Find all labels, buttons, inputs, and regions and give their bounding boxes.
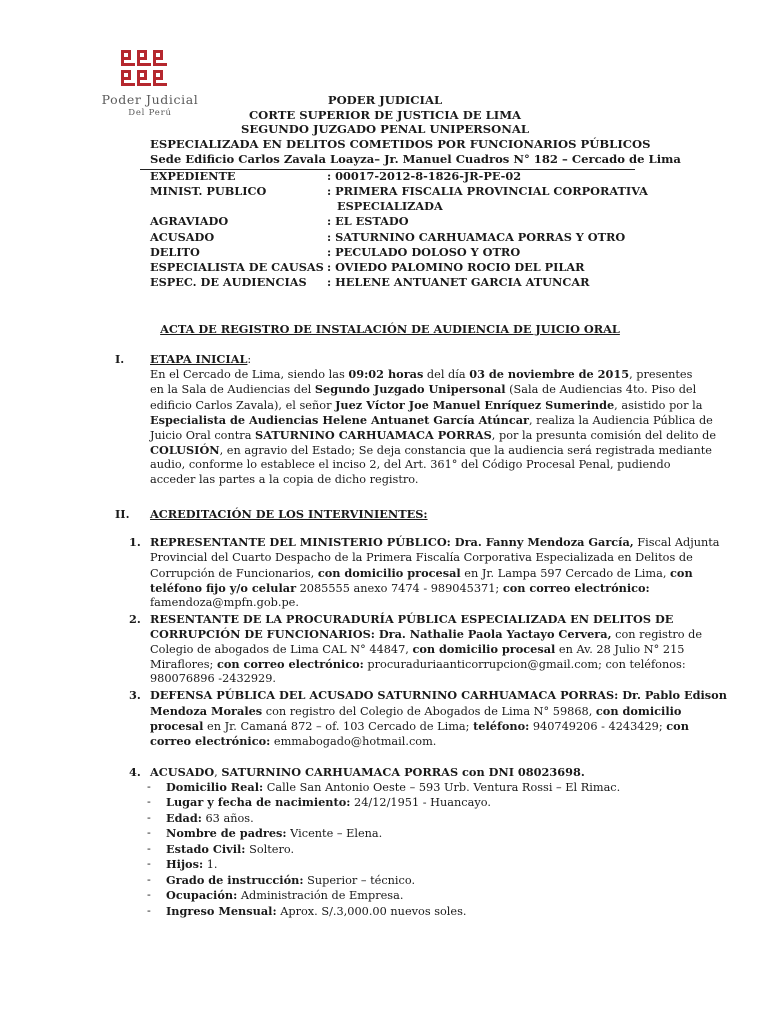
detail-dash: - [147, 842, 151, 855]
detail-dash: - [147, 826, 151, 839]
detail-nacimiento: Lugar y fecha de nacimiento: 24/12/1951 - Huancayo. [166, 795, 491, 809]
item-2-line-1: RESENTANTE DE LA PROCURADURÍA PÚBLICA ESPECIALIZADA EN DELITOS DE [150, 612, 674, 626]
case-value-expediente: : 00017-2012-8-1826-JR-PE-02 [327, 169, 522, 183]
section-1-line-6: COLUSIÓN, en agravio del Estado; Se deja constancia que la audiencia será registrada mediante [150, 443, 712, 457]
item-3-line-1: DEFENSA PÚBLICA DEL ACUSADO SATURNINO CARHUAMACA PORRAS: Dr. Pablo Edison [150, 688, 727, 702]
item-2-line-4: Miraflores; con correo electrónico: procuraduriaanticorrupcion@gmail.com; con teléfonos: [150, 657, 686, 671]
case-label-ministerio: MINIST. PUBLICO [150, 184, 267, 198]
item-2-line-3: Colegio de abogados de Lima CAL N° 44847, con domicilio procesal en Av. 28 Julio N° 215 [150, 642, 685, 656]
case-value-acusado: : SATURNINO CARHUAMACA PORRAS Y OTRO [327, 230, 626, 244]
detail-dash: - [147, 873, 151, 886]
item-1-line-4: teléfono fijo y/o celular 2085555 anexo 7474 - 989045371; con correo electrónico: [150, 581, 650, 595]
section-1-line-8: acceder las partes a la copia de dicho registro. [150, 473, 419, 486]
item-1-line-1: REPRESENTANTE DEL MINISTERIO PÚBLICO: Dra. Fanny Mendoza García, Fiscal Adjunta [150, 535, 720, 549]
item-1-line-2: Provincial del Cuarto Despacho de la Primera Fiscalía Corporativa Especializada en Delitos de [150, 551, 693, 564]
header-line-3: SEGUNDO JUZGADO PENAL UNIPERSONAL [240, 122, 530, 136]
case-value-delito: : PECULADO DOLOSO Y OTRO [327, 245, 521, 259]
header-line-2: CORTE SUPERIOR DE JUSTICIA DE LIMA [248, 108, 522, 122]
item-2-phones: 980076896 -2432929. [150, 672, 276, 685]
detail-ingreso: Ingreso Mensual: Aprox. S/.3,000.00 nuevos soles. [166, 904, 467, 918]
detail-padres: Nombre de padres: Vicente – Elena. [166, 826, 383, 840]
header-address: Sede Edificio Carlos Zavala Loayza– Jr. Manuel Cuadros N° 182 – Cercado de Lima [150, 152, 681, 166]
detail-edad: Edad: 63 años. [166, 811, 254, 825]
item-1-email: famendoza@mpfn.gob.pe. [150, 596, 299, 609]
detail-hijos: Hijos: 1. [166, 857, 218, 871]
detail-dash: - [147, 857, 151, 870]
item-4-number: 4. [129, 765, 141, 779]
detail-estado-civil: Estado Civil: Soltero. [166, 842, 295, 856]
case-label-especialista: ESPECIALISTA DE CAUSAS [150, 260, 324, 274]
detail-ocupacion: Ocupación: Administración de Empresa. [166, 888, 404, 902]
item-3-line-4: correo electrónico: emmabogado@hotmail.com. [150, 734, 437, 748]
case-label-acusado: ACUSADO [150, 230, 215, 244]
section-2-number: II. [115, 507, 130, 521]
detail-dash: - [147, 811, 151, 824]
case-value-audiencias: : HELENE ANTUANET GARCIA ATUNCAR [327, 275, 590, 289]
detail-dash: - [147, 904, 151, 917]
section-1-line-7: audio, conforme lo establece el inciso 2, del Art. 361° del Código Procesal Penal, pudiendo [150, 458, 671, 471]
section-1-line-3: edificio Carlos Zavala), el señor Juez Víctor Joe Manuel Enríquez Sumerinde, asistido por la [150, 398, 703, 412]
detail-dash: - [147, 795, 151, 808]
item-3-line-2: Mendoza Morales con registro del Colegio de Abogados de Lima N° 59868, con domicilio [150, 704, 682, 718]
detail-dash: - [147, 780, 151, 793]
item-2-line-2: CORRUPCIÓN DE FUNCIONARIOS: Dra. Nathalie Paola Yactayo Cervera, con registro de [150, 627, 703, 641]
item-2-number: 2. [129, 612, 141, 626]
case-value-ministerio: : PRIMERA FISCALIA PROVINCIAL CORPORATIVA [327, 184, 648, 198]
item-4-heading: ACUSADO, SATURNINO CARHUAMACA PORRAS con DNI 08023698. [150, 765, 585, 779]
section-1-line-4: Especialista de Audiencias Helene Antuanet García Atúncar, realiza la Audiencia Pública de [150, 413, 713, 427]
section-1-line-1: En el Cercado de Lima, siendo las 09:02 horas del día 03 de noviembre de 2015, presentes [150, 367, 693, 381]
poder-judicial-emblem-icon [121, 50, 179, 88]
item-3-line-3: procesal en Jr. Camaná 872 – of. 103 Cercado de Lima; teléfono: 940749206 - 4243429; con [150, 719, 689, 733]
detail-instruccion: Grado de instrucción: Superior – técnico. [166, 873, 416, 887]
logo-subtitle: Del Perú [128, 108, 172, 118]
section-1-heading: ETAPA INICIAL: [150, 352, 252, 366]
item-1-number: 1. [129, 535, 141, 549]
case-label-audiencias: ESPEC. DE AUDIENCIAS [150, 275, 307, 289]
item-3-number: 3. [129, 688, 141, 702]
section-1-line-5: Juicio Oral contra SATURNINO CARHUAMACA PORRAS, por la presunta comisión del delito de [150, 428, 717, 442]
logo-title: Poder Judicial [101, 92, 199, 107]
section-1-number: I. [115, 352, 125, 366]
header-line-1: PODER JUDICIAL [327, 93, 443, 107]
item-1-line-3: Corrupción de Funcionarios, con domicilio procesal en Jr. Lampa 597 Cercado de Lima, con [150, 566, 693, 580]
detail-domicilio: Domicilio Real: Calle San Antonio Oeste – 593 Urb. Ventura Rossi – El Rimac. [166, 780, 621, 794]
case-value-agraviado: : EL ESTADO [327, 214, 409, 228]
case-label-agraviado: AGRAVIADO [150, 214, 229, 228]
case-label-expediente: EXPEDIENTE [150, 169, 236, 183]
detail-dash: - [147, 888, 151, 901]
document-title: ACTA DE REGISTRO DE INSTALACIÓN DE AUDIENCIA DE JUICIO ORAL [160, 322, 620, 336]
section-2-heading: ACREDITACIÓN DE LOS INTERVINIENTES: [150, 507, 428, 521]
case-value-ministerio-cont: ESPECIALIZADA [337, 199, 443, 213]
case-value-especialista: : OVIEDO PALOMINO ROCIO DEL PILAR [327, 260, 585, 274]
header-line-4: ESPECIALIZADA EN DELITOS COMETIDOS POR FUNCIONARIOS PÚBLICOS [150, 137, 651, 151]
section-1-line-2: en la Sala de Audiencias del Segundo Juzgado Unipersonal (Sala de Audiencias 4to. Piso del [150, 382, 697, 396]
case-label-delito: DELITO [150, 245, 200, 259]
